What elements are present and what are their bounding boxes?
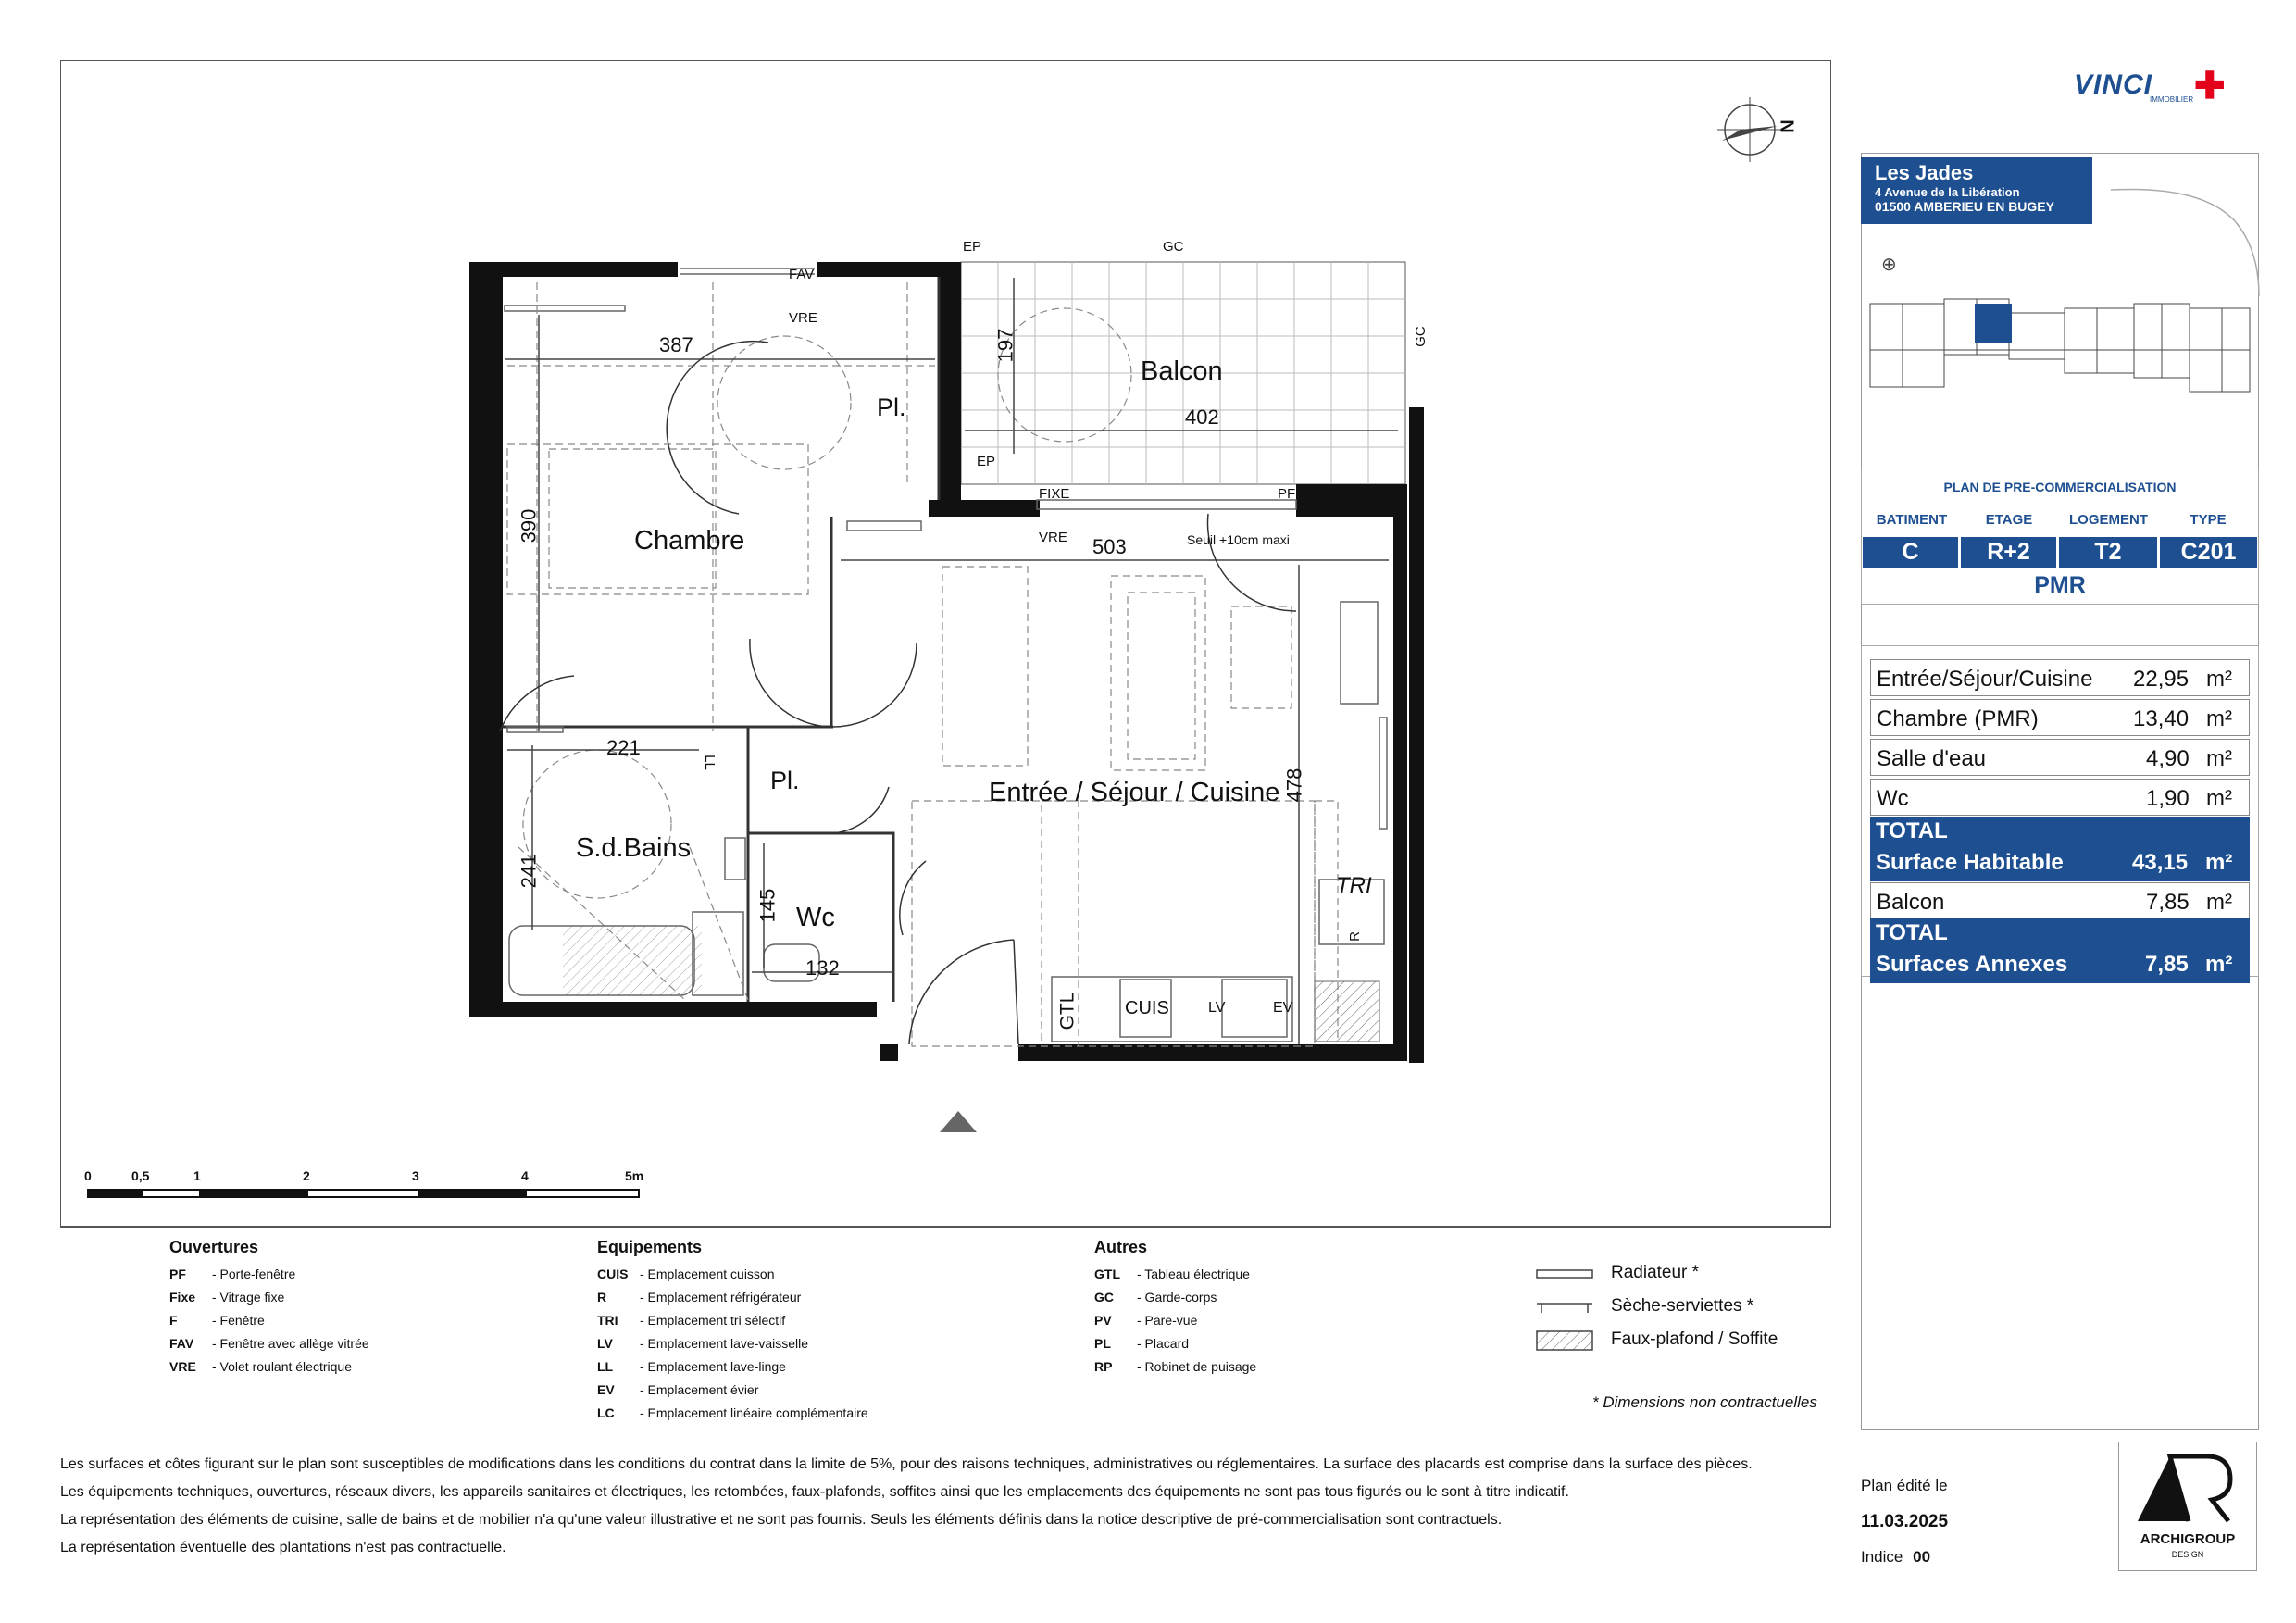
dim-132: 132 [805,956,840,980]
room-label-chambre: Chambre [634,526,745,556]
surface-value: 22,95 [2133,667,2190,692]
surface-label-2: Surfaces Annexes [1876,952,2068,977]
tag-vre-1: VRE [789,310,817,326]
surface-unit: m² [2205,952,2233,977]
legend-title-equipements: Equipements [597,1238,703,1256]
dim-402: 402 [1185,406,1219,429]
surface-row-total-habitable [1870,817,2250,881]
surface-label: Chambre (PMR) [1877,706,2039,731]
legend-equ-2: TRI - Emplacement tri sélectif [597,1313,786,1328]
info-header-etage: ETAGE [1985,512,2033,528]
dim-478: 478 [1282,768,1306,803]
indice-label: Indice [1861,1548,1903,1566]
archigroup-logo [2118,1442,2257,1571]
room-label-placard-1: Pl. [877,393,906,421]
info-note-pmr: PMR [2034,572,2086,598]
vinci-logo-text: VINCI [2074,69,2153,100]
info-value-etage: R+2 [1961,537,2056,568]
surface-value: 13,40 [2133,706,2190,731]
surface-label: Wc [1877,786,1909,811]
entry-arrow [940,1111,977,1132]
dim-390: 390 [517,508,541,543]
key-plan-thumbnail [1866,294,2254,401]
surface-label: Balcon [1877,890,1945,915]
tag-ep-1: EP [963,239,982,255]
project-header [1861,157,2092,224]
edition-indice [1861,1548,1930,1567]
surface-row-salle-deau [1870,739,2250,776]
edition-label: Plan édité le [1861,1477,1948,1494]
north-arrow [1717,97,1782,162]
dim-387: 387 [659,333,693,356]
legend-ouv-2: F - Fenêtre [169,1313,265,1328]
scale-label-05: 0,5 [131,1168,150,1183]
legend-title-autres: Autres [1094,1238,1148,1256]
legend-aut-1: GC - Garde-corps [1094,1290,1217,1305]
surface-unit: m² [2206,706,2232,731]
surface-unit: m² [2206,746,2232,771]
tag-gtl: GTL [1056,992,1079,1030]
legend-symbol-seche-serviettes: Sèche-serviettes * [1611,1296,1754,1316]
dim-197: 197 [993,328,1017,363]
info-value-logement: T2 [2059,537,2157,568]
room-label-balcon: Balcon [1141,356,1223,386]
tag-r: R [1346,931,1363,942]
surface-label: Entrée/Séjour/Cuisine [1877,667,2093,692]
info-header-logement: LOGEMENT [2069,512,2148,528]
dim-145: 145 [755,888,780,923]
surface-row-sejour [1870,659,2250,696]
archigroup-logo-mark [2119,1442,2256,1530]
key-plan-compass-icon: ⊕ [1881,255,1897,275]
legend-aut-3: PL - Placard [1094,1336,1190,1351]
room-label-placard-2: Pl. [770,767,800,794]
tag-cuis: CUIS [1125,998,1169,1018]
tag-gc-2: GC [1412,326,1429,347]
legend-symbol-faux-plafond: Faux-plafond / Soffite [1611,1330,1778,1349]
legend-ouv-4: VRE - Volet roulant électrique [169,1359,352,1374]
info-header-type: TYPE [2190,512,2227,528]
legend-equ-1: R - Emplacement réfrigérateur [597,1290,802,1305]
surface-unit: m² [2206,890,2232,915]
tag-vre-2: VRE [1039,530,1067,545]
scale-label-2: 2 [303,1168,310,1183]
vinci-logo [2074,66,2226,106]
legend-aut-4: RP - Robinet de puisage [1094,1359,1257,1374]
surface-label: TOTAL [1876,818,1948,843]
surface-unit: m² [2206,667,2232,692]
partitions [503,277,939,1002]
plan-title: PLAN DE PRE-COMMERCIALISATION [1943,480,2177,494]
project-name: Les Jades [1875,161,1974,184]
scale-label-4: 4 [521,1168,529,1183]
legend-equ-4: LL - Emplacement lave-linge [597,1359,786,1374]
scale-bar [88,1190,639,1197]
surface-unit: m² [2205,850,2233,875]
footer-note-4: La représentation éventuelle des plantations n'est pas contractuelle. [60,1540,506,1555]
surface-label-2: Surface Habitable [1876,850,2064,875]
tag-tri: TRI [1336,873,1372,898]
dim-221: 221 [606,736,641,759]
footer-note-1: Les surfaces et côtes figurant sur le plan sont susceptibles de modifications dans les conditions du contrat dans la limite de 5%, pour des raisons techniques, administratives ou réglementaires. La surface des placards est comprise dans la surface des pièces. [60,1456,1753,1472]
vinci-cross-icon: ✚ [2194,66,2226,106]
vinci-logo-sub: IMMOBILIER [2150,95,2194,104]
legend-symbol-radiateur: Radiateur * [1611,1263,1700,1282]
footer-note-2: Les équipements techniques, ouvertures, réseaux divers, les appareils sanitaires et électriques, les retombées, faux-plafonds, soffites ainsi que les emplacements des équipements ne sont pas tous figurés ou le sont à titre indicatif. [60,1484,1569,1500]
room-label-wc: Wc [796,903,835,932]
tag-ep-2: EP [977,454,996,469]
tag-pf: PF [1278,486,1296,502]
info-header-batiment: BATIMENT [1876,512,1948,528]
surface-value: 7,85 [2145,952,2189,977]
scale-label-1: 1 [193,1168,201,1183]
surface-row-chambre [1870,699,2250,736]
scale-label-3: 3 [412,1168,419,1183]
surface-row-wc [1870,779,2250,816]
legend-equ-3: LV - Emplacement lave-vaisselle [597,1336,809,1351]
room-label-sejour: Entrée / Séjour / Cuisine [989,778,1280,807]
surface-label: TOTAL [1876,920,1948,945]
legend-ouv-0: PF - Porte-fenêtre [169,1267,296,1281]
indice-value: 00 [1913,1548,1931,1566]
legend-disclaimer: * Dimensions non contractuelles [1592,1393,1817,1411]
info-value-batiment: C [1863,537,1958,568]
scale-label-5m: 5m [625,1168,644,1183]
surface-value: 1,90 [2146,786,2190,811]
tag-ll: LL [701,755,718,770]
legend-ouv-3: FAV - Fenêtre avec allège vitrée [169,1336,369,1351]
room-label-sdb: S.d.Bains [576,833,692,863]
info-value-type: C201 [2160,537,2257,568]
edition-date: 11.03.2025 [1861,1512,1949,1531]
surface-unit: m² [2206,786,2232,811]
north-label: N [1776,119,1797,133]
surface-value: 7,85 [2146,890,2190,915]
legend-equ-5: EV - Emplacement évier [597,1382,759,1397]
dim-241: 241 [517,854,541,889]
surface-row-total-annexes [1870,918,2250,983]
tag-fav: FAV [789,267,815,282]
legend-ouv-1: Fixe - Vitrage fixe [169,1290,285,1305]
legend-equ-6: LC - Emplacement linéaire complémentaire [597,1405,868,1420]
project-address-1: 4 Avenue de la Libération [1875,185,2020,199]
tag-gc-1: GC [1163,239,1184,255]
archigroup-sub: DESIGN [2171,1550,2204,1559]
tag-lv: LV [1208,1000,1226,1016]
surface-value: 43,15 [2132,850,2189,875]
surface-label: Salle d'eau [1877,746,1987,771]
tag-fixe: FIXE [1039,486,1070,502]
project-address-2: 01500 AMBERIEU EN BUGEY [1875,199,2054,214]
surface-value: 4,90 [2146,746,2190,771]
legend-title-ouvertures: Ouvertures [169,1238,259,1256]
scale-label-0: 0 [84,1168,92,1183]
legend-aut-2: PV - Pare-vue [1094,1313,1198,1328]
surface-row-balcon [1870,882,2250,919]
footer-note-3: La représentation des éléments de cuisine, salle de bains et de mobilier n'a qu'une valeur illustrative et ne sont pas fournis. Seuls les éléments définis dans la notice descriptive de pré-commercialisation sont contractuels. [60,1512,1503,1528]
dim-503: 503 [1092,535,1127,558]
tag-ev: EV [1273,1000,1293,1016]
tag-seuil: Seuil +10cm maxi [1187,532,1290,547]
legend-aut-0: GTL - Tableau électrique [1094,1267,1250,1281]
archigroup-name: ARCHIGROUP [2140,1531,2236,1547]
legend-equ-0: CUIS - Emplacement cuisson [597,1267,775,1281]
